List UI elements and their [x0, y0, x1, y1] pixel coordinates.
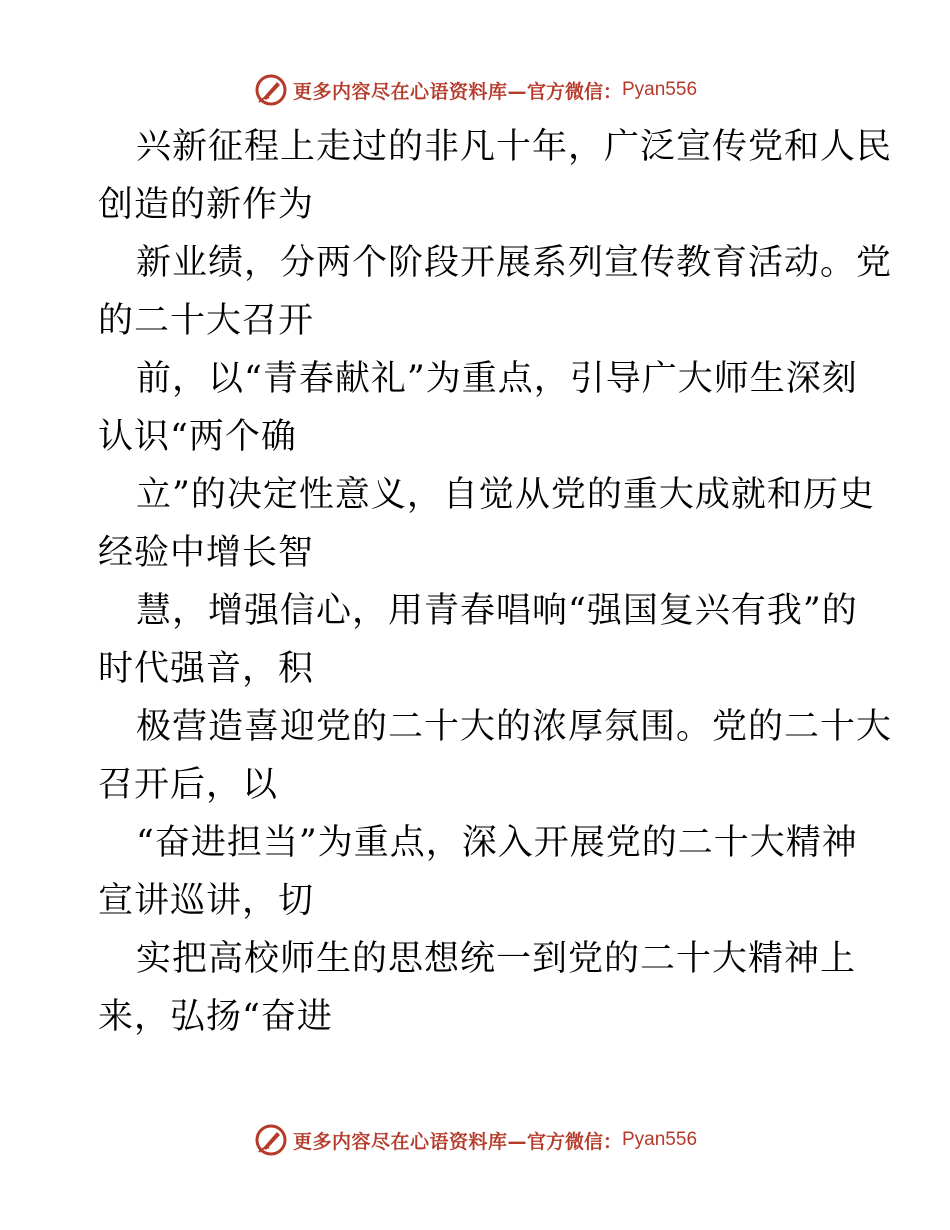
paragraph-line: 前，以“青春献礼”为重点，引导广大师生深刻 [136, 359, 858, 399]
document-body [98, 118, 893, 1046]
quill-pen-logo [253, 72, 289, 108]
paragraph-line: 新业绩，分两个阶段开展系列宣传教育活动。党 [136, 243, 893, 283]
banner-text: 更多内容尽在心语资料库— [292, 80, 527, 103]
paragraph-line: 的二十大召开 [98, 301, 315, 341]
paragraph-line: 认识“两个确 [98, 417, 297, 457]
paragraph-line: 极营造喜迎党的二十大的浓厚氛围。党的二十大 [136, 707, 893, 747]
paragraph-line: 宣讲巡讲，切 [98, 881, 315, 921]
paragraph-line: “奋进担当”为重点，深入开展党的二十大精神 [136, 823, 858, 863]
paragraph-line: 立”的决定性意义，自觉从党的重大成就和历史 [136, 475, 875, 515]
paragraph-line: 兴新征程上走过的非凡十年，广泛宣传党和人民 [136, 127, 893, 167]
paragraph-line: 时代强音，积 [98, 649, 315, 689]
banner-wechat-id: Pyan556 [622, 1129, 698, 1150]
banner-wechat-label: 官方微信： [526, 1130, 622, 1153]
paragraph-line: 实把高校师生的思想统一到党的二十大精神上 [136, 939, 857, 979]
banner-wechat-id: Pyan556 [622, 79, 698, 100]
header-banner [0, 70, 950, 110]
banner-wechat-label: 官方微信： [526, 80, 622, 103]
banner-text: 更多内容尽在心语资料库— [292, 1130, 527, 1153]
quill-pen-logo [253, 1122, 289, 1158]
footer-banner [0, 1120, 950, 1160]
paragraph-line: 来，弘扬“奋进 [98, 997, 333, 1037]
paragraph-line: 召开后，以 [98, 765, 279, 805]
paragraph-line: 创造的新作为 [98, 185, 315, 225]
paragraph-line: 经验中增长智 [98, 533, 315, 573]
paragraph-line: 慧，增强信心，用青春唱响“强国复兴有我”的 [136, 591, 858, 631]
